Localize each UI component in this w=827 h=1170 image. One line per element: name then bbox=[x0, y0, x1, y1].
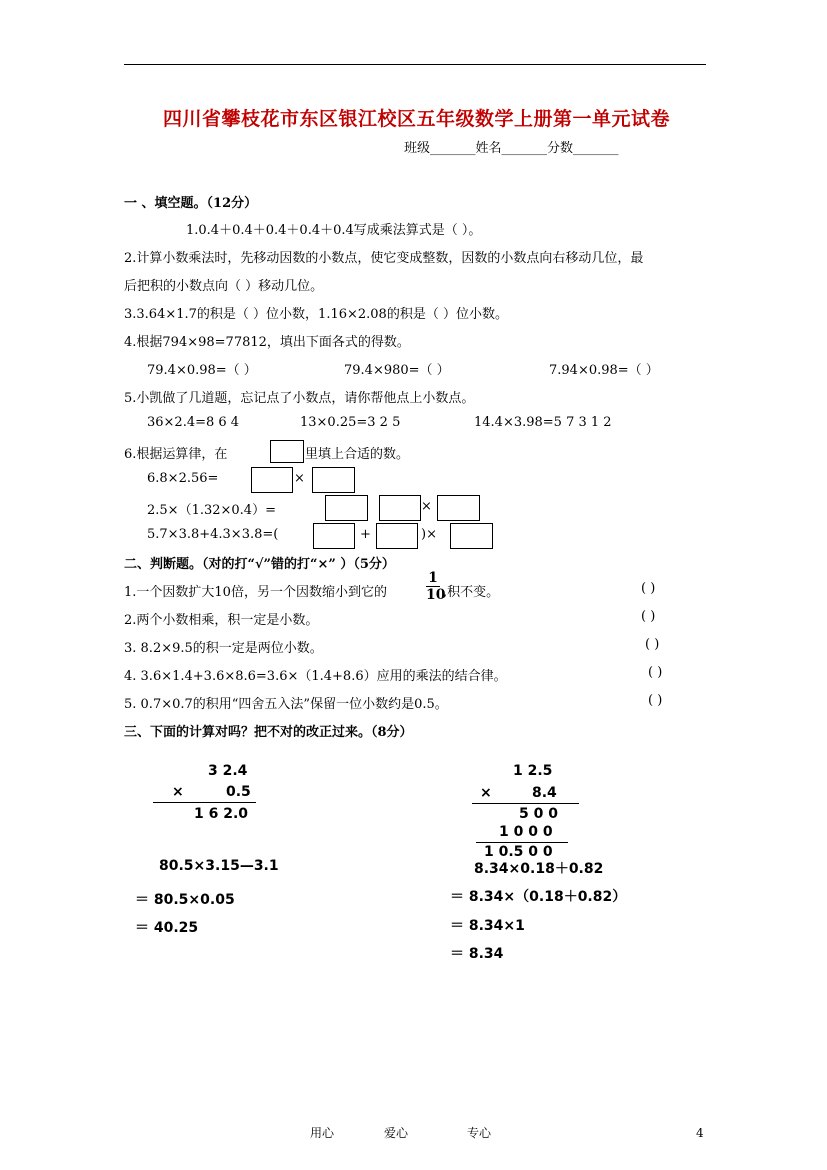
page-title: 四川省攀枝花市东区银江校区五年级数学上册第一单元试卷 bbox=[163, 108, 671, 130]
fraction-one-tenth bbox=[426, 570, 446, 603]
s1-q4: 4.根据794×98=77812，填出下面各式的得数。 bbox=[124, 335, 410, 350]
answer-box[interactable] bbox=[313, 523, 355, 549]
fraction-denominator: 10 bbox=[426, 587, 446, 603]
answer-box[interactable] bbox=[379, 495, 421, 521]
section3-heading: 三、下面的计算对吗？把不对的改正过来。（8分） bbox=[124, 725, 413, 740]
calc2-mult: 8.4 bbox=[532, 785, 557, 801]
s2-q5: 5. 0.7×0.7的积用“四舍五入法”保留一位小数约是0.5。 bbox=[124, 697, 448, 712]
s2-q1-pre: 1.一个因数扩大10倍，另一个因数缩小到它的 bbox=[124, 585, 387, 600]
times-sign: × bbox=[421, 499, 432, 514]
calc2-rule-2 bbox=[476, 842, 568, 843]
calc1-op: × bbox=[172, 784, 184, 800]
s1-q5-b: 13×0.25=3 2 5 bbox=[300, 415, 401, 430]
calc4-line2: ＝ 8.34×（0.18＋0.82） bbox=[450, 889, 627, 905]
calc2-op: × bbox=[480, 785, 492, 801]
calc1-result: 1 6 2.0 bbox=[194, 806, 249, 822]
s1-q4-c: 7.94×0.98=（ ） bbox=[549, 363, 659, 378]
calc3-line1: 80.5×3.15—3.1 bbox=[159, 858, 279, 874]
s1-q2-line1: 2.计算小数乘法时，先移动因数的小数点，使它变成整数，因数的小数点向右移动几位，最 bbox=[124, 251, 644, 266]
s1-q1: 1.0.4＋0.4＋0.4＋0.4＋0.4写成乘法算式是（ ）。 bbox=[186, 223, 482, 238]
answer-paren[interactable]: ( ) bbox=[641, 609, 656, 624]
answer-box[interactable] bbox=[251, 467, 293, 493]
calc4-line1: 8.34×0.18＋0.82 bbox=[474, 861, 604, 877]
s2-q3: 3. 8.2×9.5的积一定是两位小数。 bbox=[124, 641, 323, 656]
calc4-line3: ＝ 8.34×1 bbox=[450, 918, 525, 934]
calc2-result: 1 0.5 0 0 bbox=[484, 844, 553, 860]
s1-q3: 3.3.64×1.7的积是（ ）位小数，1.16×2.08的积是（ ）位小数。 bbox=[124, 307, 508, 322]
answer-box[interactable] bbox=[437, 495, 480, 521]
calc4-line4: ＝ 8.34 bbox=[450, 946, 504, 962]
calc2-partial-2: 1 0 0 0 bbox=[499, 824, 553, 840]
calc3-line2: ＝ 80.5×0.05 bbox=[135, 892, 235, 908]
s1-q5-c: 14.4×3.98=5 7 3 1 2 bbox=[474, 415, 612, 430]
s2-q1-post: ,积不变。 bbox=[443, 585, 500, 600]
s1-q4-b: 79.4×980=（ ） bbox=[344, 363, 450, 378]
header-rule bbox=[124, 64, 706, 65]
answer-paren[interactable]: ( ) bbox=[648, 665, 663, 680]
section1-heading: 一 、填空题。（12分） bbox=[124, 196, 258, 211]
answer-box[interactable] bbox=[325, 495, 368, 521]
s1-q6-b: 2.5×（1.32×0.4）= bbox=[147, 503, 276, 518]
calc2-partial-1: 5 0 0 bbox=[519, 806, 558, 822]
s1-q6-post: 里填上合适的数。 bbox=[305, 447, 410, 462]
footer-text-2: 爱心 bbox=[384, 1126, 409, 1140]
page-number: 4 bbox=[696, 1126, 704, 1140]
s1-q6-a: 6.8×2.56= bbox=[147, 471, 219, 486]
calc2-rule-1 bbox=[472, 803, 579, 804]
close-paren-times: )× bbox=[421, 527, 437, 542]
calc2-top: 1 2.5 bbox=[513, 763, 553, 779]
student-info: 班级_______姓名_______分数_______ bbox=[404, 141, 619, 156]
calc1-top: 3 2.4 bbox=[208, 763, 248, 779]
footer-text-1: 用心 bbox=[310, 1126, 335, 1140]
s2-q4: 4. 3.6×1.4+3.6×8.6=3.6×（1.4+8.6）应用的乘法的结合律。 bbox=[124, 669, 507, 684]
calc3-line3: ＝ 40.25 bbox=[135, 920, 199, 936]
answer-box[interactable] bbox=[312, 467, 355, 493]
times-sign: × bbox=[294, 471, 305, 486]
answer-paren[interactable]: ( ) bbox=[648, 693, 663, 708]
answer-box-legend[interactable] bbox=[270, 440, 304, 463]
s1-q6-c: 5.7×3.8+4.3×3.8=( bbox=[147, 527, 279, 542]
s1-q5: 5.小凯做了几道题，忘记点了小数点，请你帮他点上小数点。 bbox=[124, 391, 475, 406]
answer-box[interactable] bbox=[450, 523, 493, 549]
s1-q5-a: 36×2.4=8 6 4 bbox=[147, 415, 240, 430]
answer-paren[interactable]: ( ) bbox=[645, 637, 660, 652]
s1-q2-line2: 后把积的小数点向（ ）移动几位。 bbox=[124, 279, 324, 294]
plus-sign: + bbox=[360, 527, 371, 542]
calc1-rule bbox=[153, 802, 256, 803]
fraction-numerator: 1 bbox=[428, 570, 438, 586]
s1-q4-a: 79.4×0.98=（ ） bbox=[147, 363, 257, 378]
answer-box[interactable] bbox=[376, 523, 418, 549]
footer-text-3: 专心 bbox=[467, 1126, 492, 1140]
s1-q6-pre: 6.根据运算律，在 bbox=[124, 447, 228, 462]
s2-q2: 2.两个小数相乘，积一定是小数。 bbox=[124, 613, 319, 628]
section2-heading: 二、判断题。（对的打“√”错的打“×” ）（5分） bbox=[124, 557, 395, 572]
answer-paren[interactable]: ( ) bbox=[641, 581, 656, 596]
calc1-mult: 0.5 bbox=[226, 784, 251, 800]
